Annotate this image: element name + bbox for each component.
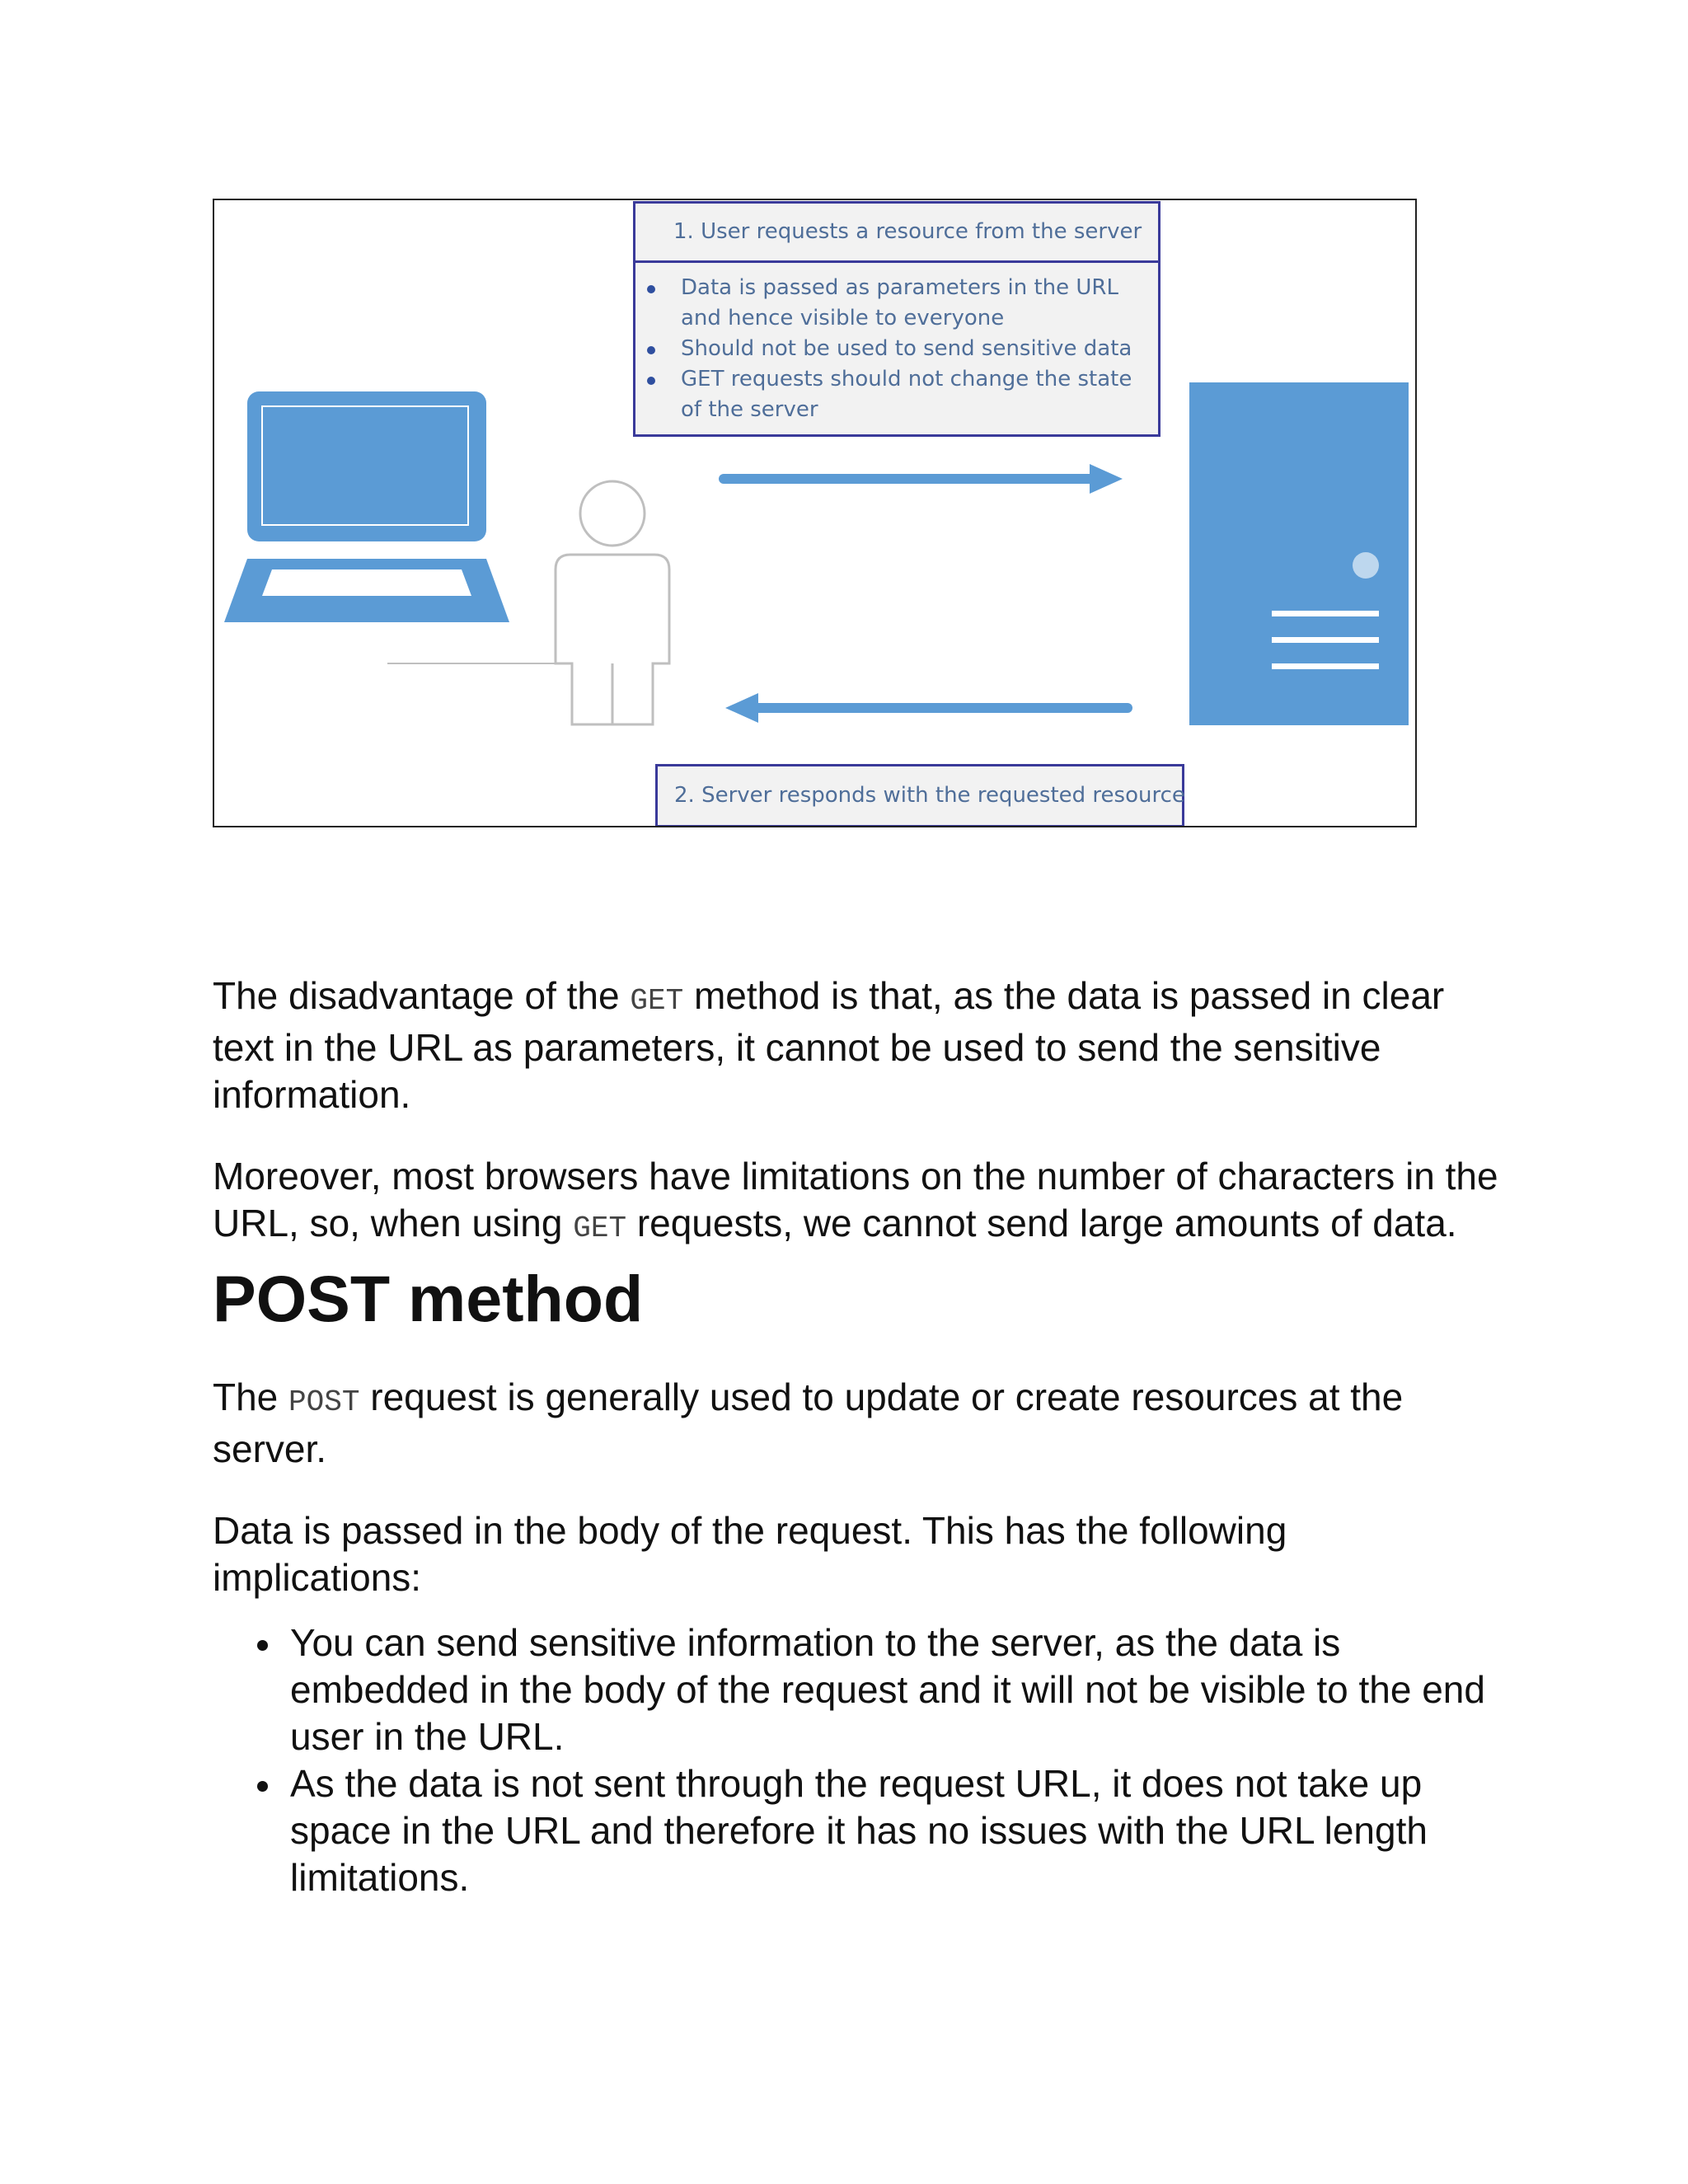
request-notes-box [633, 260, 1160, 437]
list-item: As the data is not sent through the request URL, it does not take up space in the URL and therefore it has no issues with the URL length limitations. [290, 1760, 1498, 1901]
implications-list [213, 1619, 1498, 1901]
text-span: method is that, as the data is passed in clear text in the URL as parameters, it cannot be used to send the sensitive information. [213, 974, 1445, 1116]
laptop-icon [224, 391, 509, 622]
user-icon [556, 481, 669, 724]
paragraph-post-intro [213, 1374, 1498, 1473]
text-span: Moreover, most browsers have limitations on the number of characters in the URL, so, when using [213, 1155, 1498, 1244]
response-box-title: 2. Server responds with the requested resource [674, 783, 1185, 808]
text-span: request is generally used to update or create resources at the server. [213, 1376, 1404, 1470]
paragraph-url-limit [213, 1153, 1498, 1252]
response-box [655, 764, 1184, 827]
request-note-item: Should not be used to send sensitive data [644, 334, 1142, 364]
response-arrow-icon [725, 693, 1128, 723]
request-note-item: GET requests should not change the state of the server [644, 364, 1142, 425]
text-span: requests, we cannot send large amounts of data. [626, 1202, 1457, 1244]
paragraph-get-disadvantage [213, 972, 1498, 1118]
inline-code: GET [630, 984, 684, 1018]
list-item: You can send sensitive information to the server, as the data is embedded in the body of the request and it will not be visible to the end user in the URL. [290, 1619, 1498, 1760]
request-arrow-icon [724, 464, 1123, 494]
inline-code: POST [288, 1385, 360, 1419]
get-method-diagram [213, 199, 1417, 827]
inline-code: GET [573, 1212, 627, 1245]
server-icon [1189, 382, 1409, 725]
request-box [633, 201, 1160, 263]
document-body [213, 972, 1498, 1901]
request-box-title: 1. User requests a resource from the server [673, 219, 1142, 244]
text-span: The disadvantage of the [213, 974, 631, 1017]
request-note-item: Data is passed as parameters in the URL and hence visible to everyone [644, 273, 1142, 334]
section-heading: POST method [213, 1262, 644, 1335]
paragraph-implications: Data is passed in the body of the request. This has the following implications: [213, 1509, 1287, 1599]
text-span: The [213, 1376, 289, 1418]
